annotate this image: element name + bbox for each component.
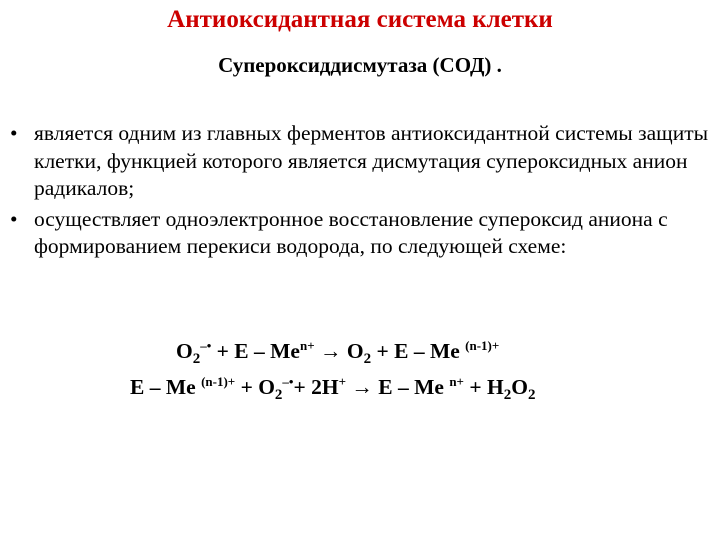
eq1-term: + E – Me bbox=[211, 339, 300, 363]
eq1-subscript: 2 bbox=[363, 351, 372, 367]
eq2-subscript: 2 bbox=[527, 387, 536, 403]
eq2-subscript: 2 bbox=[274, 387, 283, 403]
bullet-item bbox=[10, 120, 710, 203]
eq2-subscript: 2 bbox=[503, 387, 512, 403]
eq1-term: → O bbox=[314, 339, 364, 363]
bullet-icon: • bbox=[10, 121, 18, 145]
eq2-superscript: n+ bbox=[449, 374, 464, 389]
bullet-icon: • bbox=[10, 206, 18, 231]
eq2-term: + H bbox=[463, 375, 504, 399]
slide-subtitle: Супероксиддисмутаза (СОД) . bbox=[218, 53, 502, 77]
slide-title: Антиоксидантная система клетки bbox=[167, 6, 553, 33]
eq2-term: O bbox=[511, 375, 528, 399]
eq1-term: + E – Me bbox=[371, 339, 466, 363]
bullet-list bbox=[10, 120, 710, 264]
eq2-term: E – Me bbox=[130, 375, 202, 399]
eq1-term: O bbox=[176, 339, 193, 363]
reaction-equation-2 bbox=[130, 374, 535, 404]
bullet-item bbox=[10, 206, 710, 261]
eq1-superscript: n+ bbox=[299, 338, 315, 353]
eq2-superscript: + bbox=[338, 374, 347, 389]
eq2-superscript: (n-1)+ bbox=[201, 374, 236, 389]
eq2-term: → E – Me bbox=[346, 375, 450, 399]
eq1-subscript: 2 bbox=[192, 351, 201, 367]
bullet-text: является одним из главных ферментов антиоксидантной системы защиты клетки, функцией которого является дисмутация супероксидных анион радикалов; bbox=[34, 121, 709, 200]
eq2-term: + 2H bbox=[293, 375, 339, 399]
eq1-superscript: –• bbox=[200, 338, 212, 353]
eq2-term: + O bbox=[235, 375, 275, 399]
eq2-superscript: –• bbox=[282, 374, 294, 389]
bullet-text: осуществляет одноэлектронное восстановление супероксид аниона с формированием перекиси водорода, по следующей схеме: bbox=[34, 206, 668, 258]
eq1-superscript: (n-1)+ bbox=[465, 338, 500, 353]
reaction-equation-1 bbox=[176, 338, 499, 368]
